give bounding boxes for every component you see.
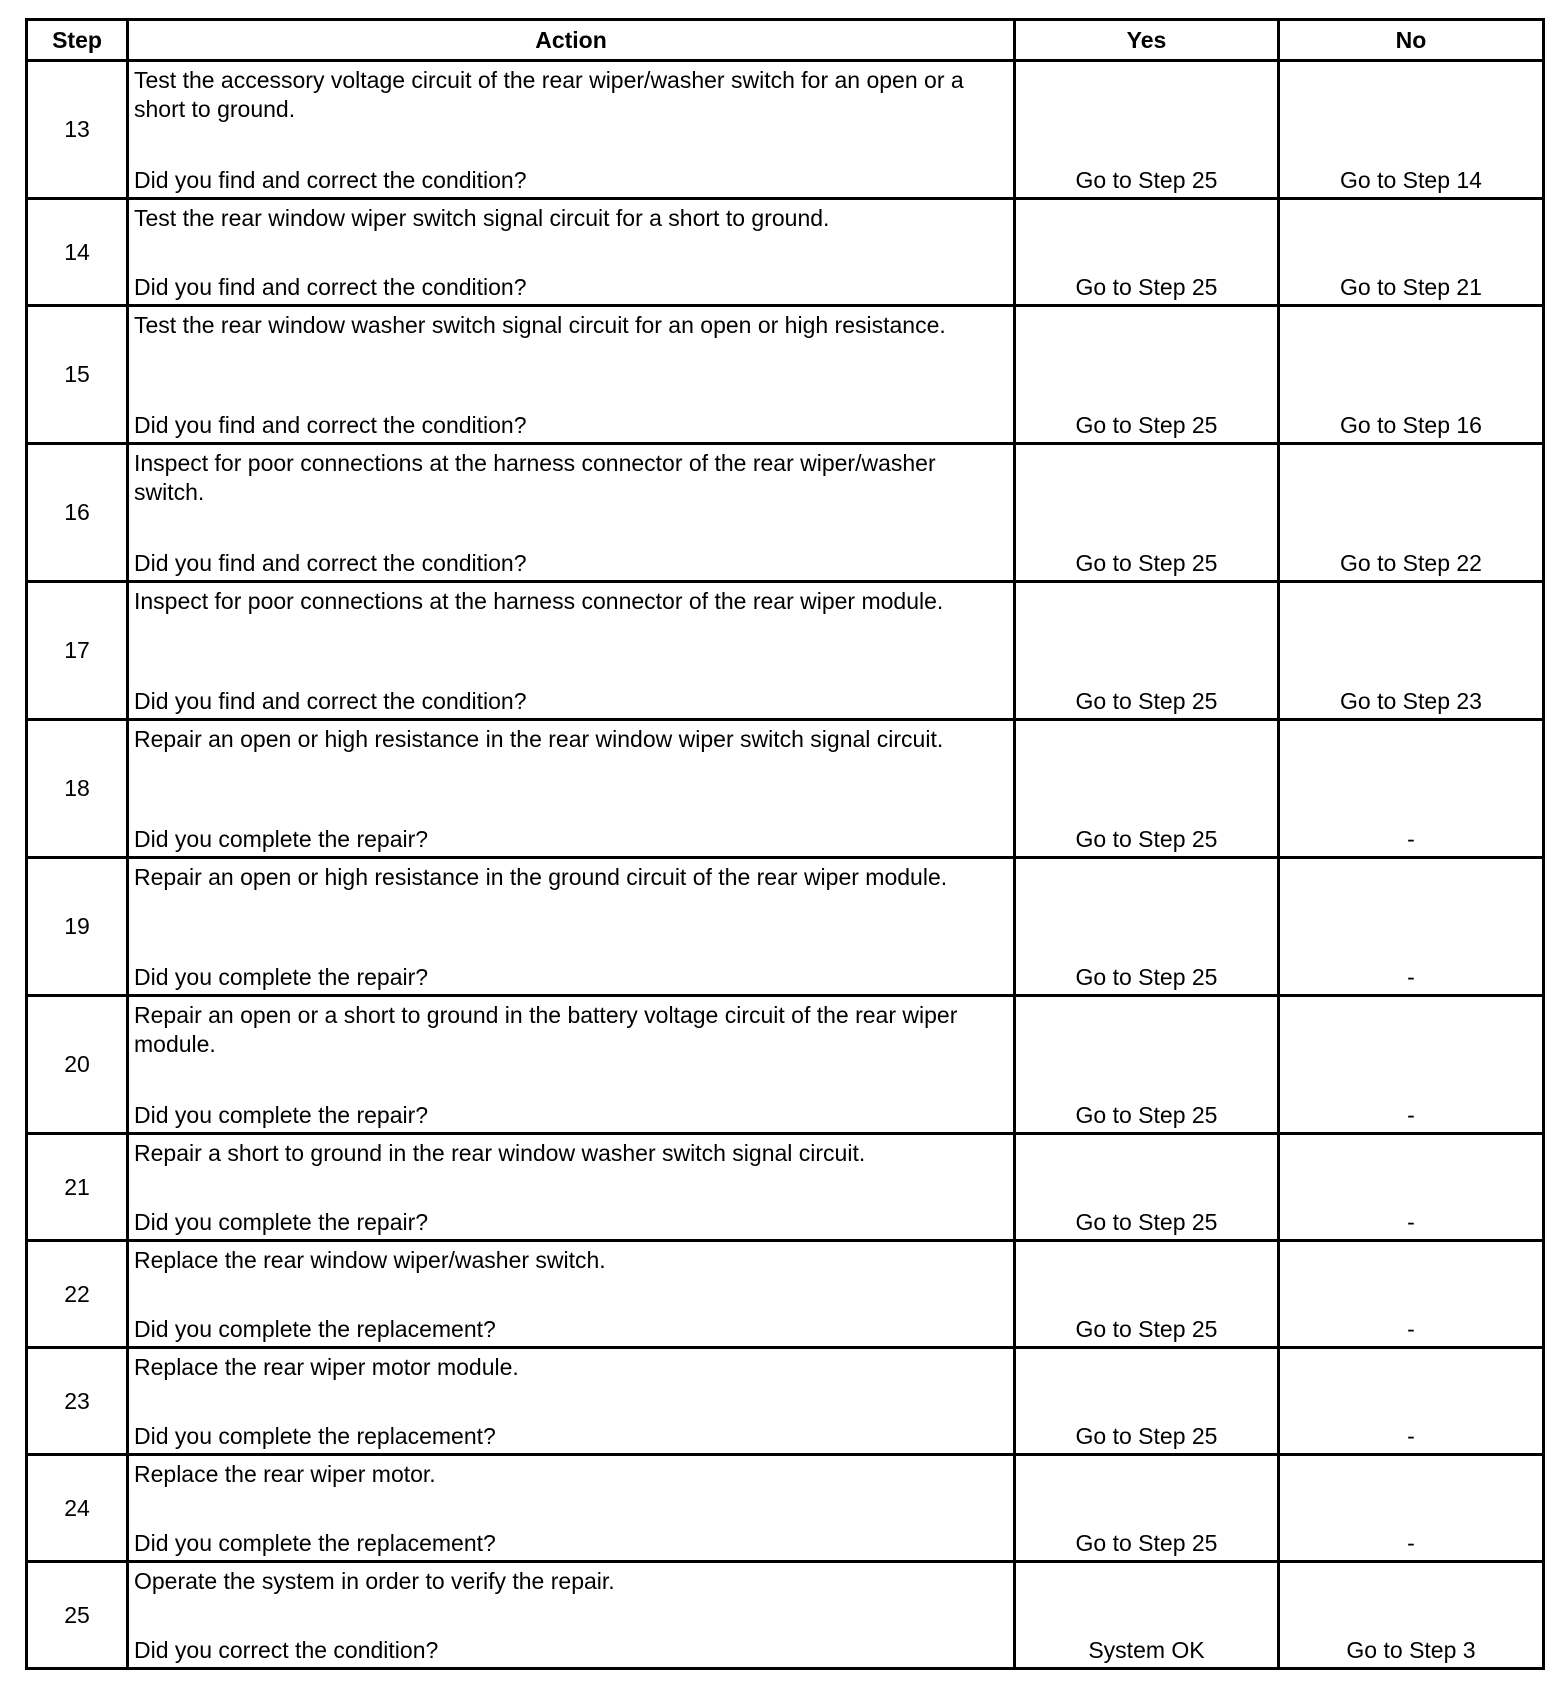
no-result: - — [1407, 1209, 1415, 1235]
no-cell — [1279, 1562, 1544, 1669]
table-row — [27, 306, 1544, 444]
step-number: 18 — [27, 720, 128, 858]
yes-result: Go to Step 25 — [1075, 964, 1218, 990]
diagnostic-steps-table — [25, 18, 1545, 1670]
action-text: Test the accessory voltage circuit of the rear wiper/washer switch for an open or a short to ground. — [134, 67, 964, 122]
action-cell — [128, 1348, 1015, 1455]
yes-cell — [1015, 858, 1279, 996]
header-action: Action — [128, 20, 1015, 61]
table-row — [27, 720, 1544, 858]
action-cell — [128, 582, 1015, 720]
question-text: Did you find and correct the condition? — [134, 688, 527, 714]
question-text: Did you complete the repair? — [134, 964, 429, 990]
action-text: Replace the rear wiper motor. — [134, 1461, 436, 1487]
header-step: Step — [27, 20, 128, 61]
no-result: Go to Step 21 — [1340, 274, 1482, 300]
yes-result: Go to Step 25 — [1075, 1423, 1218, 1449]
action-text: Operate the system in order to verify the repair. — [134, 1568, 615, 1594]
yes-result: Go to Step 25 — [1075, 1530, 1218, 1556]
action-text: Test the rear window wiper switch signal circuit for a short to ground. — [134, 205, 830, 231]
yes-result: Go to Step 25 — [1075, 1102, 1218, 1128]
yes-cell — [1015, 306, 1279, 444]
question-text: Did you correct the condition? — [134, 1637, 439, 1663]
table-row — [27, 858, 1544, 996]
step-number: 23 — [27, 1348, 128, 1455]
action-cell — [128, 1241, 1015, 1348]
question-text: Did you find and correct the condition? — [134, 274, 527, 300]
table-row — [27, 582, 1544, 720]
action-cell — [128, 720, 1015, 858]
no-cell — [1279, 306, 1544, 444]
action-cell — [128, 858, 1015, 996]
question-text: Did you complete the replacement? — [134, 1530, 496, 1556]
yes-cell — [1015, 582, 1279, 720]
no-cell — [1279, 444, 1544, 582]
no-result: Go to Step 23 — [1340, 688, 1482, 714]
no-cell — [1279, 1241, 1544, 1348]
action-text: Replace the rear window wiper/washer switch. — [134, 1247, 606, 1273]
table-row — [27, 1562, 1544, 1669]
no-result: - — [1407, 1530, 1415, 1556]
yes-result: Go to Step 25 — [1075, 274, 1218, 300]
step-number: 21 — [27, 1134, 128, 1241]
yes-result: Go to Step 25 — [1075, 167, 1218, 193]
table-row — [27, 996, 1544, 1134]
table-row — [27, 444, 1544, 582]
no-result: Go to Step 22 — [1340, 550, 1482, 576]
table-header — [27, 20, 1544, 61]
step-number: 16 — [27, 444, 128, 582]
action-text: Repair a short to ground in the rear window washer switch signal circuit. — [134, 1140, 866, 1166]
action-cell — [128, 199, 1015, 306]
no-result: - — [1407, 1423, 1415, 1449]
question-text: Did you complete the repair? — [134, 1209, 429, 1235]
yes-cell — [1015, 199, 1279, 306]
action-cell — [128, 1134, 1015, 1241]
question-text: Did you complete the repair? — [134, 826, 429, 852]
question-text: Did you complete the replacement? — [134, 1316, 496, 1342]
header-no: No — [1279, 20, 1544, 61]
no-cell — [1279, 199, 1544, 306]
no-cell — [1279, 720, 1544, 858]
action-cell — [128, 306, 1015, 444]
yes-result: Go to Step 25 — [1075, 688, 1218, 714]
yes-result: Go to Step 25 — [1075, 1316, 1218, 1342]
yes-cell — [1015, 996, 1279, 1134]
action-text: Repair an open or a short to ground in the battery voltage circuit of the rear wiper module. — [134, 1002, 958, 1057]
question-text: Did you find and correct the condition? — [134, 412, 527, 438]
yes-cell — [1015, 1241, 1279, 1348]
step-number: 17 — [27, 582, 128, 720]
no-cell — [1279, 858, 1544, 996]
table-row — [27, 1134, 1544, 1241]
yes-cell — [1015, 720, 1279, 858]
yes-cell — [1015, 61, 1279, 199]
no-cell — [1279, 1455, 1544, 1562]
table-body — [27, 61, 1544, 1669]
no-result: Go to Step 3 — [1346, 1637, 1476, 1663]
yes-cell — [1015, 1134, 1279, 1241]
header-row — [27, 20, 1544, 61]
step-number: 20 — [27, 996, 128, 1134]
yes-result: System OK — [1088, 1637, 1205, 1663]
table-row — [27, 61, 1544, 199]
action-cell — [128, 444, 1015, 582]
action-text: Test the rear window washer switch signal circuit for an open or high resistance. — [134, 312, 946, 338]
question-text: Did you complete the repair? — [134, 1102, 429, 1128]
action-cell — [128, 1455, 1015, 1562]
no-result: - — [1407, 1316, 1415, 1342]
table-row — [27, 1455, 1544, 1562]
yes-result: Go to Step 25 — [1075, 826, 1218, 852]
no-result: - — [1407, 826, 1415, 852]
no-cell — [1279, 996, 1544, 1134]
action-cell — [128, 996, 1015, 1134]
step-number: 24 — [27, 1455, 128, 1562]
no-cell — [1279, 1348, 1544, 1455]
action-cell — [128, 1562, 1015, 1669]
table-row — [27, 1241, 1544, 1348]
step-number: 14 — [27, 199, 128, 306]
step-number: 22 — [27, 1241, 128, 1348]
table-row — [27, 199, 1544, 306]
action-text: Repair an open or high resistance in the ground circuit of the rear wiper module. — [134, 864, 948, 890]
no-cell — [1279, 582, 1544, 720]
no-result: - — [1407, 1102, 1415, 1128]
no-result: Go to Step 16 — [1340, 412, 1482, 438]
table-row — [27, 1348, 1544, 1455]
question-text: Did you find and correct the condition? — [134, 167, 527, 193]
step-number: 25 — [27, 1562, 128, 1669]
step-number: 13 — [27, 61, 128, 199]
header-yes: Yes — [1015, 20, 1279, 61]
no-cell — [1279, 1134, 1544, 1241]
yes-cell — [1015, 1348, 1279, 1455]
action-text: Repair an open or high resistance in the rear window wiper switch signal circuit. — [134, 726, 944, 752]
step-number: 15 — [27, 306, 128, 444]
question-text: Did you find and correct the condition? — [134, 550, 527, 576]
step-number: 19 — [27, 858, 128, 996]
yes-result: Go to Step 25 — [1075, 412, 1218, 438]
no-result: - — [1407, 964, 1415, 990]
yes-result: Go to Step 25 — [1075, 1209, 1218, 1235]
yes-cell — [1015, 1562, 1279, 1669]
action-text: Inspect for poor connections at the harness connector of the rear wiper module. — [134, 588, 944, 614]
action-text: Inspect for poor connections at the harness connector of the rear wiper/washer switch. — [134, 450, 936, 505]
no-cell — [1279, 61, 1544, 199]
yes-result: Go to Step 25 — [1075, 550, 1218, 576]
action-text: Replace the rear wiper motor module. — [134, 1354, 519, 1380]
yes-cell — [1015, 444, 1279, 582]
action-cell — [128, 61, 1015, 199]
question-text: Did you complete the replacement? — [134, 1423, 496, 1449]
yes-cell — [1015, 1455, 1279, 1562]
no-result: Go to Step 14 — [1340, 167, 1482, 193]
